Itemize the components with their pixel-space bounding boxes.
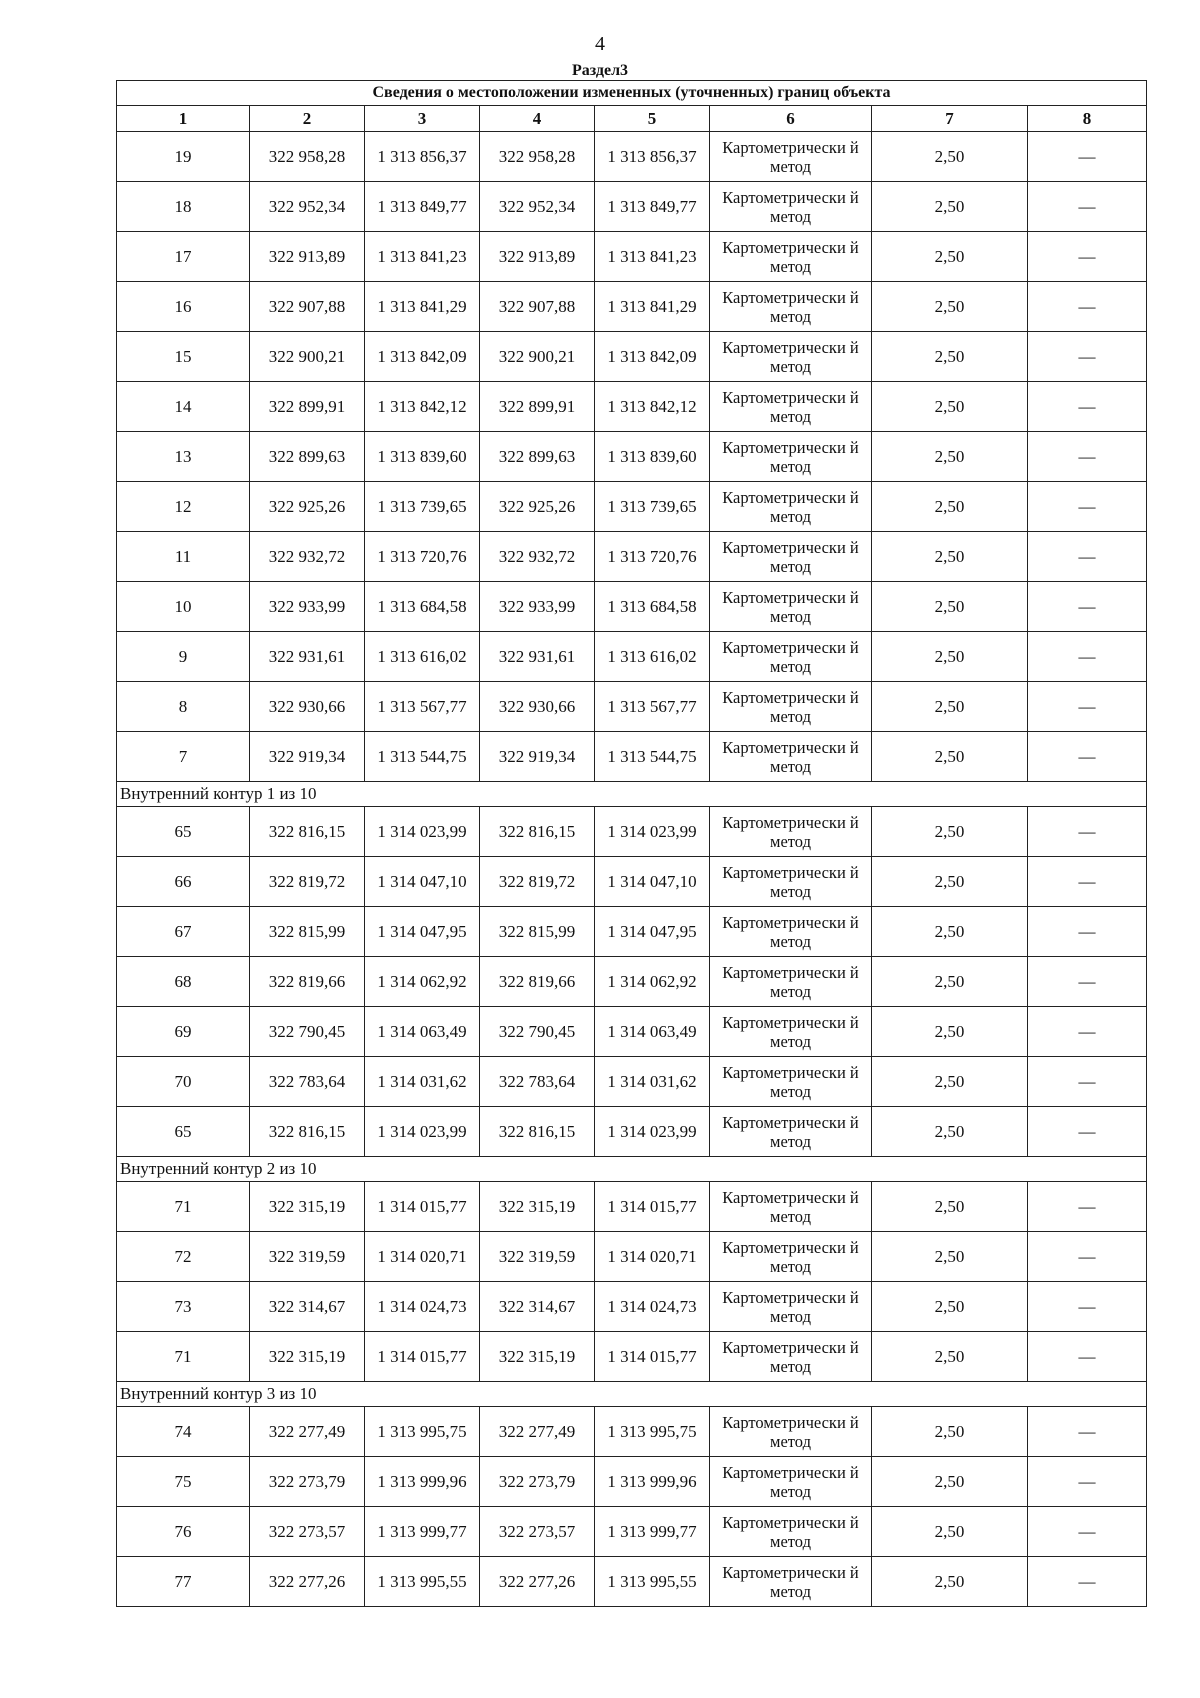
x-new-cell: 322 819,66: [480, 957, 595, 1007]
contour-label: Внутренний контур 1 из 10: [117, 782, 1147, 807]
y-old-cell: 1 313 999,96: [365, 1457, 480, 1507]
accuracy-cell: 2,50: [872, 582, 1028, 632]
description-cell: —: [1028, 1557, 1147, 1607]
x-new-cell: 322 815,99: [480, 907, 595, 957]
point-number-cell: 9: [117, 632, 250, 682]
table-row: [117, 1107, 1147, 1157]
x-old-cell: 322 816,15: [250, 1107, 365, 1157]
point-number-cell: 15: [117, 332, 250, 382]
header-cell: 1: [117, 106, 250, 132]
description-cell: —: [1028, 282, 1147, 332]
y-new-cell: 1 314 047,10: [595, 857, 710, 907]
method-cell: Картометрически й метод: [710, 432, 872, 482]
table-row: [117, 1332, 1147, 1382]
table-row: [117, 1507, 1147, 1557]
description-cell: —: [1028, 1282, 1147, 1332]
accuracy-cell: 2,50: [872, 1182, 1028, 1232]
y-new-cell: 1 313 739,65: [595, 482, 710, 532]
accuracy-cell: 2,50: [872, 907, 1028, 957]
x-new-cell: 322 273,57: [480, 1507, 595, 1557]
description-cell: —: [1028, 857, 1147, 907]
table-row: [117, 1282, 1147, 1332]
table-row: [117, 582, 1147, 632]
y-old-cell: 1 313 849,77: [365, 182, 480, 232]
table-row: [117, 182, 1147, 232]
x-new-cell: 322 315,19: [480, 1332, 595, 1382]
method-cell: Картометрически й метод: [710, 682, 872, 732]
point-number-cell: 75: [117, 1457, 250, 1507]
method-cell: Картометрически й метод: [710, 1057, 872, 1107]
method-cell: Картометрически й метод: [710, 732, 872, 782]
y-new-cell: 1 313 842,12: [595, 382, 710, 432]
x-new-cell: 322 932,72: [480, 532, 595, 582]
x-old-cell: 322 319,59: [250, 1232, 365, 1282]
description-cell: —: [1028, 1057, 1147, 1107]
description-cell: —: [1028, 1407, 1147, 1457]
method-cell: Картометрически й метод: [710, 1407, 872, 1457]
x-old-cell: 322 925,26: [250, 482, 365, 532]
y-old-cell: 1 313 842,09: [365, 332, 480, 382]
x-old-cell: 322 919,34: [250, 732, 365, 782]
accuracy-cell: 2,50: [872, 1557, 1028, 1607]
y-new-cell: 1 313 999,77: [595, 1507, 710, 1557]
method-cell: Картометрически й метод: [710, 632, 872, 682]
header-cell: 3: [365, 106, 480, 132]
description-cell: —: [1028, 1332, 1147, 1382]
point-number-cell: 71: [117, 1332, 250, 1382]
description-cell: —: [1028, 582, 1147, 632]
y-new-cell: 1 314 031,62: [595, 1057, 710, 1107]
method-cell: Картометрически й метод: [710, 1107, 872, 1157]
x-new-cell: 322 958,28: [480, 132, 595, 182]
y-new-cell: 1 314 015,77: [595, 1182, 710, 1232]
accuracy-cell: 2,50: [872, 182, 1028, 232]
y-old-cell: 1 314 047,10: [365, 857, 480, 907]
x-new-cell: 322 952,34: [480, 182, 595, 232]
method-cell: Картометрически й метод: [710, 857, 872, 907]
x-old-cell: 322 315,19: [250, 1182, 365, 1232]
x-old-cell: 322 932,72: [250, 532, 365, 582]
y-old-cell: 1 314 031,62: [365, 1057, 480, 1107]
point-number-cell: 72: [117, 1232, 250, 1282]
x-new-cell: 322 816,15: [480, 1107, 595, 1157]
table-row: [117, 282, 1147, 332]
method-cell: Картометрически й метод: [710, 1507, 872, 1557]
point-number-cell: 66: [117, 857, 250, 907]
y-new-cell: 1 313 841,29: [595, 282, 710, 332]
accuracy-cell: 2,50: [872, 332, 1028, 382]
table-row: [117, 632, 1147, 682]
method-cell: Картометрически й метод: [710, 582, 872, 632]
x-new-cell: 322 819,72: [480, 857, 595, 907]
method-cell: Картометрически й метод: [710, 182, 872, 232]
y-new-cell: 1 313 999,96: [595, 1457, 710, 1507]
x-old-cell: 322 819,72: [250, 857, 365, 907]
point-number-cell: 8: [117, 682, 250, 732]
contour-label-row: [117, 782, 1147, 807]
x-new-cell: 322 933,99: [480, 582, 595, 632]
point-number-cell: 14: [117, 382, 250, 432]
accuracy-cell: 2,50: [872, 232, 1028, 282]
y-new-cell: 1 313 567,77: [595, 682, 710, 732]
point-number-cell: 77: [117, 1557, 250, 1607]
accuracy-cell: 2,50: [872, 1457, 1028, 1507]
table-row: [117, 1232, 1147, 1282]
point-number-cell: 76: [117, 1507, 250, 1557]
y-new-cell: 1 313 995,55: [595, 1557, 710, 1607]
method-cell: Картометрически й метод: [710, 332, 872, 382]
x-old-cell: 322 900,21: [250, 332, 365, 382]
method-cell: Картометрически й метод: [710, 1332, 872, 1382]
point-number-cell: 12: [117, 482, 250, 532]
y-new-cell: 1 313 995,75: [595, 1407, 710, 1457]
y-new-cell: 1 313 839,60: [595, 432, 710, 482]
table-row: [117, 382, 1147, 432]
x-new-cell: 322 919,34: [480, 732, 595, 782]
accuracy-cell: 2,50: [872, 532, 1028, 582]
section-title: Раздел3: [571, 62, 629, 79]
x-old-cell: 322 315,19: [250, 1332, 365, 1382]
point-number-cell: 67: [117, 907, 250, 957]
accuracy-cell: 2,50: [872, 1232, 1028, 1282]
y-old-cell: 1 313 995,75: [365, 1407, 480, 1457]
x-old-cell: 322 958,28: [250, 132, 365, 182]
x-old-cell: 322 819,66: [250, 957, 365, 1007]
method-cell: Картометрически й метод: [710, 232, 872, 282]
method-cell: Картометрически й метод: [710, 1282, 872, 1332]
accuracy-cell: 2,50: [872, 1332, 1028, 1382]
description-cell: —: [1028, 1232, 1147, 1282]
contour-label: Внутренний контур 2 из 10: [117, 1157, 1147, 1182]
method-cell: Картометрически й метод: [710, 1232, 872, 1282]
y-old-cell: 1 314 023,99: [365, 807, 480, 857]
table-header-row: [117, 106, 1147, 132]
y-new-cell: 1 313 842,09: [595, 332, 710, 382]
point-number-cell: 68: [117, 957, 250, 1007]
table-row: [117, 1457, 1147, 1507]
description-cell: —: [1028, 182, 1147, 232]
x-old-cell: 322 783,64: [250, 1057, 365, 1107]
method-cell: Картометрически й метод: [710, 282, 872, 332]
accuracy-cell: 2,50: [872, 857, 1028, 907]
description-cell: —: [1028, 907, 1147, 957]
accuracy-cell: 2,50: [872, 632, 1028, 682]
y-old-cell: 1 313 856,37: [365, 132, 480, 182]
y-new-cell: 1 314 020,71: [595, 1232, 710, 1282]
x-new-cell: 322 930,66: [480, 682, 595, 732]
header-cell: 8: [1028, 106, 1147, 132]
x-new-cell: 322 913,89: [480, 232, 595, 282]
table-row: [117, 1557, 1147, 1607]
description-cell: —: [1028, 482, 1147, 532]
method-cell: Картометрически й метод: [710, 907, 872, 957]
accuracy-cell: 2,50: [872, 382, 1028, 432]
y-old-cell: 1 314 015,77: [365, 1332, 480, 1382]
x-old-cell: 322 277,26: [250, 1557, 365, 1607]
y-old-cell: 1 313 684,58: [365, 582, 480, 632]
point-number-cell: 71: [117, 1182, 250, 1232]
method-cell: Картометрически й метод: [710, 482, 872, 532]
x-old-cell: 322 931,61: [250, 632, 365, 682]
accuracy-cell: 2,50: [872, 1282, 1028, 1332]
y-old-cell: 1 313 567,77: [365, 682, 480, 732]
description-cell: —: [1028, 232, 1147, 282]
y-old-cell: 1 313 616,02: [365, 632, 480, 682]
description-cell: —: [1028, 682, 1147, 732]
description-cell: —: [1028, 732, 1147, 782]
contour-label-row: [117, 1382, 1147, 1407]
y-old-cell: 1 314 015,77: [365, 1182, 480, 1232]
contour-label-row: [117, 1157, 1147, 1182]
point-number-cell: 73: [117, 1282, 250, 1332]
x-old-cell: 322 952,34: [250, 182, 365, 232]
table-row: [117, 132, 1147, 182]
accuracy-cell: 2,50: [872, 957, 1028, 1007]
y-old-cell: 1 314 023,99: [365, 1107, 480, 1157]
accuracy-cell: 2,50: [872, 482, 1028, 532]
x-old-cell: 322 907,88: [250, 282, 365, 332]
x-old-cell: 322 790,45: [250, 1007, 365, 1057]
method-cell: Картометрически й метод: [710, 382, 872, 432]
y-old-cell: 1 313 999,77: [365, 1507, 480, 1557]
point-number-cell: 65: [117, 1107, 250, 1157]
x-old-cell: 322 314,67: [250, 1282, 365, 1332]
point-number-cell: 74: [117, 1407, 250, 1457]
description-cell: —: [1028, 1007, 1147, 1057]
point-number-cell: 13: [117, 432, 250, 482]
description-cell: —: [1028, 432, 1147, 482]
accuracy-cell: 2,50: [872, 1007, 1028, 1057]
description-cell: —: [1028, 1107, 1147, 1157]
y-old-cell: 1 313 839,60: [365, 432, 480, 482]
accuracy-cell: 2,50: [872, 282, 1028, 332]
table-row: [117, 1057, 1147, 1107]
page-number: 4: [595, 33, 605, 55]
point-number-cell: 7: [117, 732, 250, 782]
x-new-cell: 322 899,63: [480, 432, 595, 482]
table-row: [117, 532, 1147, 582]
y-old-cell: 1 314 047,95: [365, 907, 480, 957]
x-old-cell: 322 816,15: [250, 807, 365, 857]
accuracy-cell: 2,50: [872, 132, 1028, 182]
x-new-cell: 322 931,61: [480, 632, 595, 682]
x-new-cell: 322 319,59: [480, 1232, 595, 1282]
table-row: [117, 332, 1147, 382]
y-old-cell: 1 314 020,71: [365, 1232, 480, 1282]
point-number-cell: 18: [117, 182, 250, 232]
y-old-cell: 1 313 841,29: [365, 282, 480, 332]
x-new-cell: 322 277,49: [480, 1407, 595, 1457]
coordinates-table: [116, 80, 1147, 1607]
description-cell: —: [1028, 632, 1147, 682]
y-new-cell: 1 313 544,75: [595, 732, 710, 782]
table-row: [117, 1007, 1147, 1057]
x-new-cell: 322 277,26: [480, 1557, 595, 1607]
description-cell: —: [1028, 1507, 1147, 1557]
header-cell: 7: [872, 106, 1028, 132]
description-cell: —: [1028, 382, 1147, 432]
y-new-cell: 1 313 849,77: [595, 182, 710, 232]
point-number-cell: 19: [117, 132, 250, 182]
y-old-cell: 1 314 063,49: [365, 1007, 480, 1057]
header-cell: 2: [250, 106, 365, 132]
x-old-cell: 322 930,66: [250, 682, 365, 732]
y-old-cell: 1 313 739,65: [365, 482, 480, 532]
point-number-cell: 11: [117, 532, 250, 582]
x-new-cell: 322 907,88: [480, 282, 595, 332]
y-new-cell: 1 313 856,37: [595, 132, 710, 182]
y-old-cell: 1 313 720,76: [365, 532, 480, 582]
accuracy-cell: 2,50: [872, 1107, 1028, 1157]
table-row: [117, 682, 1147, 732]
y-new-cell: 1 314 023,99: [595, 1107, 710, 1157]
y-new-cell: 1 313 616,02: [595, 632, 710, 682]
table-row: [117, 732, 1147, 782]
table-row: [117, 432, 1147, 482]
header-cell: 4: [480, 106, 595, 132]
description-cell: —: [1028, 1457, 1147, 1507]
y-old-cell: 1 314 062,92: [365, 957, 480, 1007]
description-cell: —: [1028, 807, 1147, 857]
method-cell: Картометрически й метод: [710, 1182, 872, 1232]
description-cell: —: [1028, 957, 1147, 1007]
x-new-cell: 322 273,79: [480, 1457, 595, 1507]
method-cell: Картометрически й метод: [710, 532, 872, 582]
x-old-cell: 322 273,79: [250, 1457, 365, 1507]
x-new-cell: 322 925,26: [480, 482, 595, 532]
y-new-cell: 1 314 024,73: [595, 1282, 710, 1332]
accuracy-cell: 2,50: [872, 432, 1028, 482]
x-old-cell: 322 277,49: [250, 1407, 365, 1457]
x-new-cell: 322 790,45: [480, 1007, 595, 1057]
y-old-cell: 1 313 544,75: [365, 732, 480, 782]
point-number-cell: 70: [117, 1057, 250, 1107]
table-row: [117, 1407, 1147, 1457]
method-cell: Картометрически й метод: [710, 132, 872, 182]
point-number-cell: 10: [117, 582, 250, 632]
contour-label: Внутренний контур 3 из 10: [117, 1382, 1147, 1407]
accuracy-cell: 2,50: [872, 1507, 1028, 1557]
point-number-cell: 65: [117, 807, 250, 857]
accuracy-cell: 2,50: [872, 1407, 1028, 1457]
x-new-cell: 322 899,91: [480, 382, 595, 432]
table-row: [117, 232, 1147, 282]
x-new-cell: 322 315,19: [480, 1182, 595, 1232]
x-old-cell: 322 273,57: [250, 1507, 365, 1557]
description-cell: —: [1028, 1182, 1147, 1232]
y-old-cell: 1 314 024,73: [365, 1282, 480, 1332]
x-new-cell: 322 314,67: [480, 1282, 595, 1332]
method-cell: Картометрически й метод: [710, 1557, 872, 1607]
point-number-cell: 17: [117, 232, 250, 282]
y-new-cell: 1 313 684,58: [595, 582, 710, 632]
method-cell: Картометрически й метод: [710, 1007, 872, 1057]
x-old-cell: 322 899,91: [250, 382, 365, 432]
y-new-cell: 1 313 720,76: [595, 532, 710, 582]
x-new-cell: 322 783,64: [480, 1057, 595, 1107]
x-old-cell: 322 899,63: [250, 432, 365, 482]
table-row: [117, 482, 1147, 532]
y-old-cell: 1 313 841,23: [365, 232, 480, 282]
y-new-cell: 1 314 062,92: [595, 957, 710, 1007]
table-row: [117, 807, 1147, 857]
table-row: [117, 1182, 1147, 1232]
x-old-cell: 322 913,89: [250, 232, 365, 282]
table-row: [117, 907, 1147, 957]
method-cell: Картометрически й метод: [710, 1457, 872, 1507]
header-cell: 5: [595, 106, 710, 132]
x-old-cell: 322 815,99: [250, 907, 365, 957]
y-new-cell: 1 314 047,95: [595, 907, 710, 957]
table-row: [117, 857, 1147, 907]
method-cell: Картометрически й метод: [710, 957, 872, 1007]
table-row: [117, 957, 1147, 1007]
y-new-cell: 1 314 015,77: [595, 1332, 710, 1382]
y-old-cell: 1 313 842,12: [365, 382, 480, 432]
y-new-cell: 1 313 841,23: [595, 232, 710, 282]
accuracy-cell: 2,50: [872, 682, 1028, 732]
y-new-cell: 1 314 063,49: [595, 1007, 710, 1057]
accuracy-cell: 2,50: [872, 807, 1028, 857]
header-cell: 6: [710, 106, 872, 132]
table-caption-row: [117, 81, 1147, 106]
description-cell: —: [1028, 332, 1147, 382]
x-new-cell: 322 816,15: [480, 807, 595, 857]
accuracy-cell: 2,50: [872, 1057, 1028, 1107]
description-cell: —: [1028, 132, 1147, 182]
point-number-cell: 16: [117, 282, 250, 332]
y-old-cell: 1 313 995,55: [365, 1557, 480, 1607]
description-cell: —: [1028, 532, 1147, 582]
x-old-cell: 322 933,99: [250, 582, 365, 632]
table-caption: Сведения о местоположении измененных (уточненных) границ объекта: [117, 81, 1147, 106]
y-new-cell: 1 314 023,99: [595, 807, 710, 857]
point-number-cell: 69: [117, 1007, 250, 1057]
accuracy-cell: 2,50: [872, 732, 1028, 782]
method-cell: Картометрически й метод: [710, 807, 872, 857]
x-new-cell: 322 900,21: [480, 332, 595, 382]
